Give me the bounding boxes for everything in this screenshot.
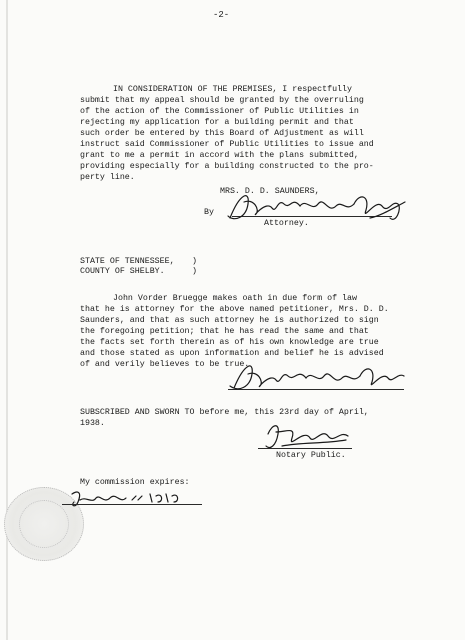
oath-line: the foregoing petition; that he has read the same and that [80, 327, 369, 336]
appeal-line: instruct said Commissioner of Public Utilities to issue and [80, 140, 374, 149]
appeal-line: such order be entered by this Board of Adjustment as will [80, 129, 364, 138]
venue-brace-bottom: ) [192, 267, 197, 276]
commission-expiry-handwritten [66, 488, 206, 510]
attorney-signature [220, 188, 410, 228]
notary-signature-line [258, 448, 352, 449]
appeal-line: of the action of the Commissioner of Public Utilities in [80, 107, 359, 116]
appeal-line: providing especially for a building constructed to the pro- [80, 162, 374, 171]
affiant-signature [222, 360, 412, 396]
appeal-line: grant to me a permit in accord with the plans submitted, [80, 151, 359, 160]
oath-line: and those stated as upon information and belief he is advised [80, 349, 384, 358]
venue-state: STATE OF TENNESSEE, [80, 257, 175, 266]
attorney-label: Attorney. [264, 219, 309, 228]
oath-line: John Vorder Bruegge makes oath in due form of law [113, 294, 357, 303]
by-label: By [204, 208, 214, 217]
commission-label: My commission expires: [80, 478, 190, 487]
appeal-line: IN CONSIDERATION OF THE PREMISES, I respectfully [113, 85, 352, 94]
appeal-line: rejecting my application for a building permit and that [80, 118, 354, 127]
oath-line: of and verily believes to be true. [80, 360, 250, 369]
oath-line: that he is attorney for the above named petitioner, Mrs. D. D. [80, 305, 389, 314]
oath-line: the facts set forth therein as of his own knowledge are true [80, 338, 379, 347]
jurat-line1: SUBSCRIBED AND SWORN TO before me, this 23rd day of April, [80, 408, 369, 417]
petitioner-name: MRS. D. D. SAUNDERS, [220, 187, 320, 196]
notary-label: Notary Public. [276, 451, 346, 460]
oath-line: Saunders, and that as such attorney he is authorized to sign [80, 316, 379, 325]
scan-edge-shadow [6, 0, 8, 640]
jurat-line2: 1938. [80, 419, 105, 428]
venue-county: COUNTY OF SHELBY. [80, 267, 165, 276]
page-number: -2- [213, 10, 230, 20]
venue-brace-top: ) [192, 257, 197, 266]
appeal-line: submit that my appeal should be granted by the overruling [80, 96, 364, 105]
appeal-line: perty line. [80, 173, 135, 182]
commission-line [62, 504, 202, 505]
